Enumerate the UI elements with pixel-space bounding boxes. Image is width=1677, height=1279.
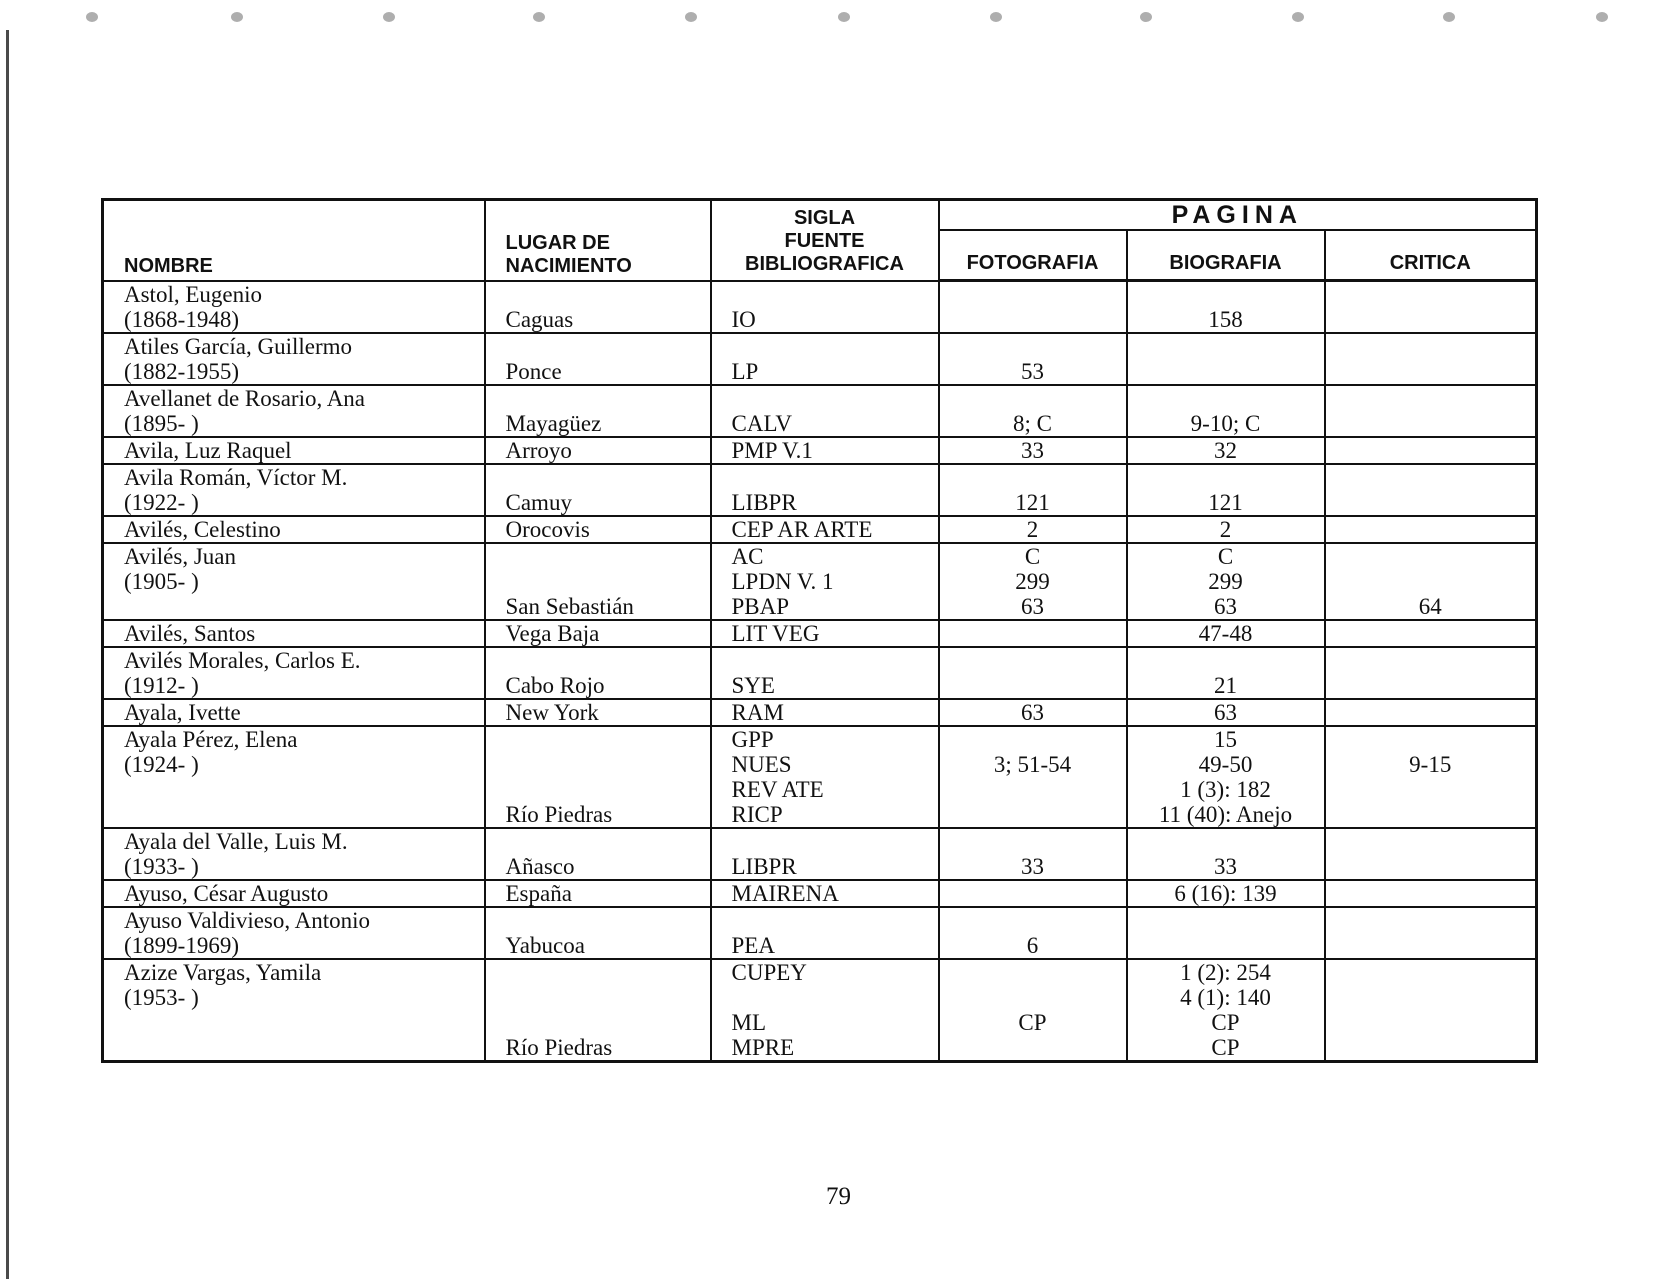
cell-sigla-line: REV ATE: [731, 777, 824, 802]
cell-critica-line: [1326, 673, 1536, 698]
cell-nombre: [103, 726, 485, 828]
cell-nombre: [103, 281, 485, 334]
table-row: [103, 828, 1537, 880]
cell-biografia-line: 47-48: [1198, 621, 1253, 646]
cell-biografia-line: CP: [1211, 1035, 1240, 1060]
cell-fotografia-line: 8; C: [1013, 411, 1052, 436]
cell-critica-line: [1326, 490, 1536, 515]
cell-nombre-line: Ayala Pérez, Elena: [124, 727, 298, 752]
cell-fotografia-line: 33: [1021, 438, 1044, 463]
cell-biografia-line: 158: [1208, 307, 1243, 332]
punch-hole: [231, 12, 243, 22]
cell-biografia-line: 21: [1214, 673, 1237, 698]
cell-sigla-line: ML: [731, 1010, 766, 1035]
header-lugar-de-nacimiento: [485, 200, 711, 281]
cell-nombre-line: Astol, Eugenio: [124, 282, 262, 307]
cell-nombre-line: (1899-1969): [124, 933, 239, 958]
cell-fotografia: [939, 437, 1127, 464]
cell-fotografia: [939, 726, 1127, 828]
cell-nombre-line: (1953- ): [124, 985, 199, 1010]
cell-nombre-line: [124, 802, 480, 827]
cell-sigla: [711, 333, 939, 385]
cell-sigla: [711, 620, 939, 647]
cell-critica: [1325, 437, 1537, 464]
cell-fotografia-line: [940, 777, 1126, 802]
table-row: [103, 385, 1537, 437]
cell-nombre-line: [124, 777, 480, 802]
table-row: [103, 726, 1537, 828]
cell-nombre: [103, 464, 485, 516]
cell-biografia: [1127, 437, 1325, 464]
punch-hole: [838, 12, 850, 22]
cell-fotografia: [939, 281, 1127, 334]
header-sigla-line: FUENTE: [784, 229, 865, 252]
cell-nombre-line: (1905- ): [124, 569, 199, 594]
cell-fotografia: [939, 516, 1127, 543]
cell-critica-line: [1326, 777, 1536, 802]
cell-critica: [1325, 281, 1537, 334]
cell-lugar: [485, 620, 711, 647]
cell-lugar-value: Cabo Rojo: [505, 673, 605, 698]
cell-biografia: [1127, 828, 1325, 880]
cell-critica: [1325, 828, 1537, 880]
cell-nombre-line: Ayala, Ivette: [124, 700, 241, 725]
cell-lugar: [485, 726, 711, 828]
cell-critica-line: [1326, 1010, 1536, 1035]
cell-biografia-line: 32: [1214, 438, 1237, 463]
table-row: [103, 699, 1537, 726]
cell-sigla-line: CALV: [731, 411, 792, 436]
cell-lugar: [485, 647, 711, 699]
cell-lugar-value: Orocovis: [505, 517, 590, 542]
cell-lugar: [485, 281, 711, 334]
cell-critica-line: 9-15: [1409, 752, 1452, 777]
cell-biografia: [1127, 385, 1325, 437]
cell-critica-line: [1326, 411, 1536, 436]
cell-sigla: [711, 959, 939, 1062]
cell-nombre: [103, 543, 485, 620]
cell-fotografia-line: 299: [1015, 569, 1050, 594]
table-body: [103, 281, 1537, 1062]
cell-fotografia: [939, 880, 1127, 907]
cell-lugar: [485, 907, 711, 959]
cell-nombre-line: Avilés, Santos: [124, 621, 256, 646]
cell-fotografia: [939, 907, 1127, 959]
cell-sigla-line: RICP: [731, 802, 783, 827]
punch-hole: [1596, 12, 1608, 22]
cell-nombre-line: Ayuso, César Augusto: [124, 881, 329, 906]
cell-fotografia: [939, 647, 1127, 699]
cell-lugar-value: España: [505, 881, 572, 906]
table-row: [103, 543, 1537, 620]
cell-sigla: [711, 516, 939, 543]
cell-sigla-line: LIT VEG: [731, 621, 820, 646]
cell-critica-line: [1326, 727, 1536, 752]
cell-lugar: [485, 543, 711, 620]
cell-fotografia: [939, 543, 1127, 620]
cell-sigla-line: LIBPR: [731, 490, 797, 515]
cell-nombre: [103, 620, 485, 647]
cell-sigla-line: PMP V.1: [731, 438, 813, 463]
cell-critica: [1325, 880, 1537, 907]
cell-fotografia-line: CP: [1018, 1010, 1047, 1035]
cell-biografia-line: 6 (16): 139: [1174, 881, 1277, 906]
cell-biografia-line: 4 (1): 140: [1180, 985, 1271, 1010]
cell-nombre-line: Avellanet de Rosario, Ana: [124, 386, 366, 411]
cell-nombre: [103, 385, 485, 437]
punch-hole: [685, 12, 697, 22]
cell-critica-line: [1326, 802, 1536, 827]
cell-sigla: [711, 543, 939, 620]
cell-critica: [1325, 543, 1537, 620]
cell-fotografia-line: 63: [1021, 700, 1044, 725]
cell-biografia-line: 121: [1208, 490, 1243, 515]
cell-sigla-line: LP: [731, 359, 759, 384]
cell-nombre-line: Azize Vargas, Yamila: [124, 960, 322, 985]
cell-sigla-line: PBAP: [731, 594, 790, 619]
cell-fotografia-line: [940, 621, 1126, 646]
table-row: [103, 516, 1537, 543]
punch-holes: [0, 6, 1677, 36]
cell-sigla-line: IO: [731, 307, 756, 332]
cell-biografia-line: 33: [1214, 854, 1237, 879]
header-critica: CRITICA: [1325, 230, 1537, 281]
cell-sigla-line: LIBPR: [731, 854, 797, 879]
cell-lugar-value: Río Piedras: [505, 802, 613, 827]
cell-nombre: [103, 959, 485, 1062]
cell-lugar: [485, 828, 711, 880]
cell-sigla: [711, 385, 939, 437]
cell-lugar: [485, 699, 711, 726]
cell-nombre-line: Ayala del Valle, Luis M.: [124, 829, 348, 854]
cell-critica: [1325, 647, 1537, 699]
cell-biografia-line: CP: [1211, 1010, 1240, 1035]
cell-sigla: [711, 726, 939, 828]
cell-lugar-value: Río Piedras: [505, 1035, 613, 1060]
cell-fotografia-line: [940, 673, 1126, 698]
cell-fotografia-line: 6: [1026, 933, 1039, 958]
cell-critica-line: [1326, 438, 1536, 463]
header-biografia: BIOGRAFIA: [1127, 230, 1325, 281]
cell-sigla-line: CEP AR ARTE: [731, 517, 873, 542]
cell-critica-line: [1326, 307, 1536, 332]
page-number: 79: [826, 1183, 851, 1210]
cell-sigla-line: RAM: [731, 700, 784, 725]
cell-critica-line: [1326, 569, 1536, 594]
table-row: [103, 281, 1537, 334]
cell-fotografia-line: 53: [1021, 359, 1044, 384]
cell-sigla-line: MPRE: [731, 1035, 795, 1060]
table-row: [103, 880, 1537, 907]
cell-fotografia-line: [940, 802, 1126, 827]
cell-biografia: [1127, 647, 1325, 699]
cell-sigla: [711, 437, 939, 464]
cell-biografia: [1127, 281, 1325, 334]
cell-biografia: [1127, 333, 1325, 385]
cell-lugar-value: Vega Baja: [505, 621, 600, 646]
punch-hole: [1292, 12, 1304, 22]
table-row: [103, 333, 1537, 385]
cell-lugar: [485, 959, 711, 1062]
cell-fotografia: [939, 333, 1127, 385]
cell-lugar-value: Caguas: [505, 307, 574, 332]
cell-nombre: [103, 437, 485, 464]
table-row: [103, 959, 1537, 1062]
cell-lugar-value: San Sebastián: [505, 594, 634, 619]
cell-fotografia: [939, 385, 1127, 437]
cell-lugar: [485, 385, 711, 437]
cell-lugar-value: Mayagüez: [505, 411, 602, 436]
header-sigla-line: BIBLIOGRAFICA: [745, 252, 904, 275]
cell-critica: [1325, 333, 1537, 385]
cell-biografia-line: 63: [1214, 594, 1237, 619]
cell-lugar: [485, 437, 711, 464]
cell-nombre: [103, 907, 485, 959]
cell-nombre-line: Atiles García, Guillermo: [124, 334, 353, 359]
cell-nombre: [103, 699, 485, 726]
cell-sigla: [711, 647, 939, 699]
cell-sigla: [711, 828, 939, 880]
table-row: [103, 647, 1537, 699]
cell-fotografia: [939, 699, 1127, 726]
cell-biografia: [1127, 620, 1325, 647]
cell-biografia: [1127, 726, 1325, 828]
cell-nombre-line: (1882-1955): [124, 359, 239, 384]
cell-biografia: [1127, 959, 1325, 1062]
cell-nombre-line: (1912- ): [124, 673, 199, 698]
cell-critica-line: [1326, 700, 1536, 725]
cell-nombre: [103, 647, 485, 699]
cell-nombre-line: (1868-1948): [124, 307, 239, 332]
cell-fotografia-line: [940, 1035, 1126, 1060]
cell-critica-line: [1326, 881, 1536, 906]
cell-nombre: [103, 333, 485, 385]
cell-sigla-line: [732, 985, 934, 1010]
punch-hole: [383, 12, 395, 22]
header-pagina: PAGINA: [939, 200, 1537, 231]
table-row: [103, 620, 1537, 647]
cell-fotografia-line: 33: [1021, 854, 1044, 879]
cell-nombre: [103, 516, 485, 543]
cell-critica-line: 64: [1418, 594, 1442, 619]
table-row: [103, 437, 1537, 464]
cell-biografia-line: C: [1217, 544, 1234, 569]
cell-fotografia-line: C: [1024, 544, 1041, 569]
cell-nombre-line: Avila Román, Víctor M.: [124, 465, 348, 490]
cell-biografia: [1127, 464, 1325, 516]
cell-biografia: [1127, 907, 1325, 959]
cell-critica: [1325, 385, 1537, 437]
cell-lugar-value: Añasco: [505, 854, 575, 879]
cell-fotografia-line: 121: [1015, 490, 1050, 515]
cell-critica: [1325, 620, 1537, 647]
cell-nombre-line: (1933- ): [124, 854, 199, 879]
header-lugar-line: NACIMIENTO: [505, 254, 632, 277]
cell-critica: [1325, 699, 1537, 726]
cell-biografia-line: 1 (3): 182: [1180, 777, 1271, 802]
cell-nombre-line: (1895- ): [124, 411, 199, 436]
cell-nombre-line: (1922- ): [124, 490, 199, 515]
cell-lugar: [485, 516, 711, 543]
cell-fotografia-line: 3; 51-54: [993, 752, 1072, 777]
cell-fotografia-line: [940, 727, 1126, 752]
cell-nombre-line: Avilés Morales, Carlos E.: [124, 648, 361, 673]
header-sigla-fuente: [711, 200, 939, 281]
cell-critica-line: [1326, 621, 1536, 646]
cell-biografia: [1127, 543, 1325, 620]
cell-biografia-line: 9-10; C: [1190, 411, 1261, 436]
cell-biografia-line: 11 (40): Anejo: [1158, 802, 1293, 827]
cell-biografia: [1127, 516, 1325, 543]
cell-critica-line: [1326, 359, 1536, 384]
cell-biografia: [1127, 699, 1325, 726]
header-fotografia: FOTOGRAFIA: [939, 230, 1127, 281]
cell-lugar: [485, 464, 711, 516]
cell-nombre: [103, 828, 485, 880]
cell-critica-line: [1326, 1035, 1536, 1060]
cell-critica-line: [1326, 544, 1536, 569]
cell-sigla: [711, 699, 939, 726]
cell-biografia-line: 1 (2): 254: [1180, 960, 1271, 985]
binder-edge: [6, 30, 9, 1279]
punch-hole: [1443, 12, 1455, 22]
cell-critica: [1325, 726, 1537, 828]
cell-nombre: [103, 880, 485, 907]
cell-nombre-line: Avilés, Juan: [124, 544, 237, 569]
cell-lugar-value: New York: [505, 700, 599, 725]
cell-critica: [1325, 464, 1537, 516]
header-sigla-line: SIGLA: [793, 206, 856, 229]
table-row: [103, 464, 1537, 516]
punch-hole: [533, 12, 545, 22]
cell-lugar-value: Arroyo: [505, 438, 572, 463]
cell-biografia-line: [1128, 933, 1324, 958]
cell-lugar: [485, 333, 711, 385]
cell-nombre-line: Avilés, Celestino: [124, 517, 281, 542]
cell-fotografia-line: 63: [1021, 594, 1044, 619]
cell-biografia-line: 2: [1219, 517, 1232, 542]
cell-fotografia: [939, 959, 1127, 1062]
cell-fotografia-line: [940, 985, 1126, 1010]
cell-sigla: [711, 464, 939, 516]
cell-biografia-line: 15: [1214, 727, 1237, 752]
cell-fotografia-line: 2: [1026, 517, 1039, 542]
cell-critica-line: [1326, 854, 1536, 879]
table-row: [103, 907, 1537, 959]
cell-sigla-line: LPDN V. 1: [731, 569, 834, 594]
cell-sigla-line: NUES: [731, 752, 792, 777]
cell-lugar: [485, 880, 711, 907]
cell-sigla-line: PEA: [731, 933, 775, 958]
cell-nombre-line: [124, 1035, 480, 1060]
cell-sigla: [711, 907, 939, 959]
cell-nombre-line: (1924- ): [124, 752, 199, 777]
cell-fotografia-line: [940, 307, 1126, 332]
cell-nombre-line: [124, 594, 480, 619]
cell-biografia-line: 299: [1208, 569, 1243, 594]
cell-nombre-line: [124, 1010, 480, 1035]
cell-critica-line: [1326, 985, 1536, 1010]
cell-biografia-line: [1128, 359, 1324, 384]
author-catalog-table: [101, 198, 1538, 1063]
cell-lugar-value: Ponce: [505, 359, 562, 384]
cell-fotografia: [939, 828, 1127, 880]
cell-sigla-line: MAIRENA: [731, 881, 839, 906]
header-nombre: NOMBRE: [124, 254, 213, 277]
cell-sigla-line: AC: [731, 544, 764, 569]
cell-nombre-line: Ayuso Valdivieso, Antonio: [124, 908, 371, 933]
cell-critica: [1325, 516, 1537, 543]
cell-sigla-line: GPP: [731, 727, 774, 752]
cell-lugar-value: Camuy: [505, 490, 572, 515]
cell-critica-line: [1326, 960, 1536, 985]
cell-fotografia: [939, 464, 1127, 516]
cell-lugar-value: Yabucoa: [505, 933, 585, 958]
cell-fotografia-line: [940, 881, 1126, 906]
cell-sigla-line: SYE: [731, 673, 775, 698]
cell-sigla-line: CUPEY: [731, 960, 807, 985]
cell-fotografia: [939, 620, 1127, 647]
punch-hole: [1140, 12, 1152, 22]
cell-critica-line: [1326, 933, 1536, 958]
cell-biografia-line: 63: [1214, 700, 1237, 725]
punch-hole: [86, 12, 98, 22]
cell-biografia-line: 49-50: [1198, 752, 1253, 777]
cell-biografia: [1127, 880, 1325, 907]
cell-fotografia-line: [940, 960, 1126, 985]
header-lugar-line: LUGAR DE: [505, 231, 610, 254]
cell-critica-line: [1326, 517, 1536, 542]
punch-hole: [990, 12, 1002, 22]
cell-critica: [1325, 907, 1537, 959]
cell-sigla: [711, 880, 939, 907]
cell-critica: [1325, 959, 1537, 1062]
cell-sigla: [711, 281, 939, 334]
cell-nombre-line: Avila, Luz Raquel: [124, 438, 292, 463]
